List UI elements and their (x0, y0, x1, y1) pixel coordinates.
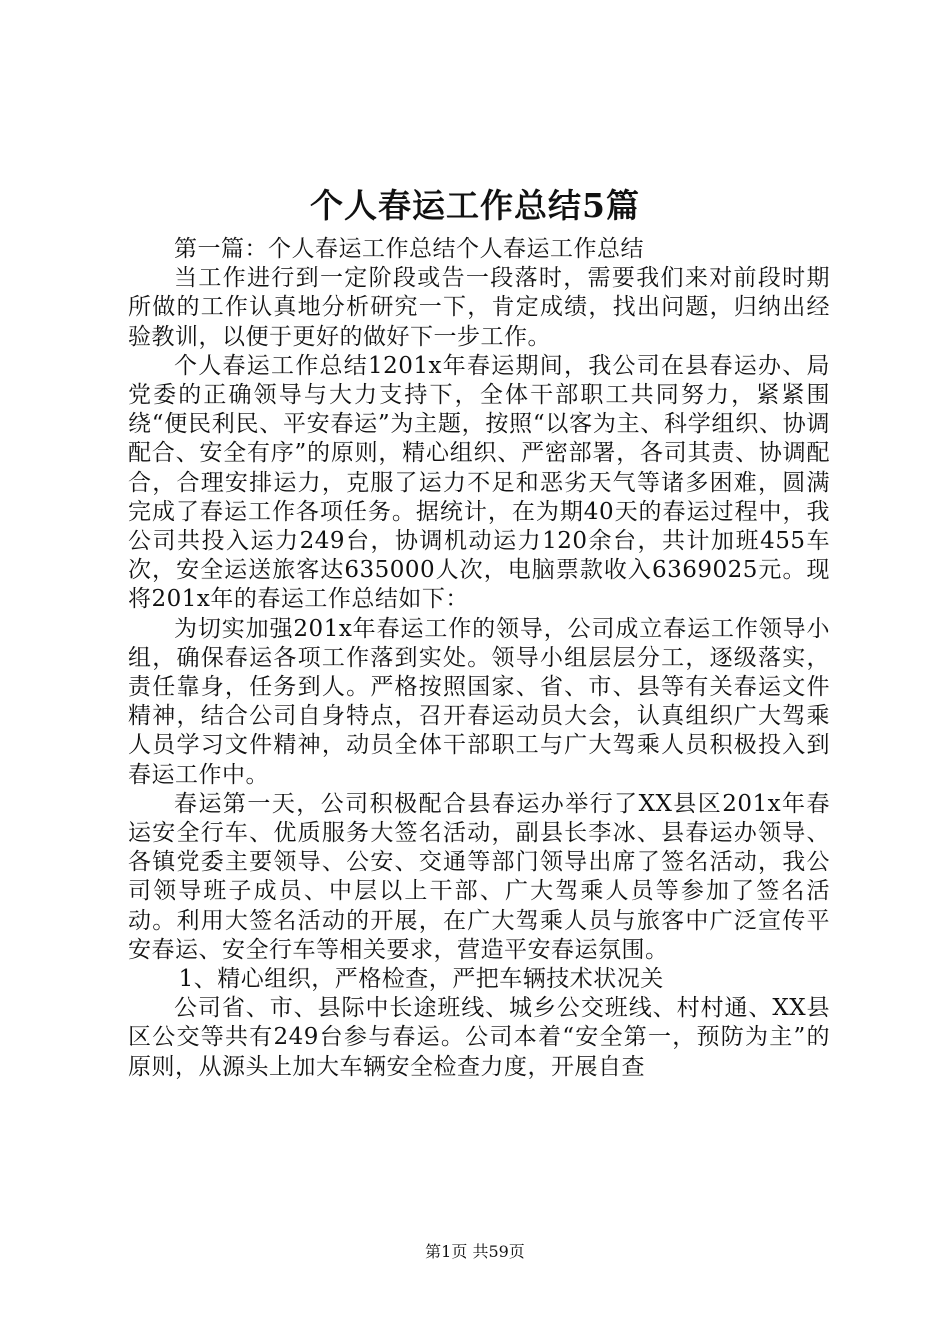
body-paragraph: 公司省、市、县际中长途班线、城乡公交班线、村村通、XX县区公交等共有249台参与春运。公司本着“安全第一，预防为主”的原则，从源头上加大车辆安全检查力度，开展自查 (128, 995, 830, 1080)
section-heading: 第一篇：个人春运工作总结个人春运工作总结 (174, 236, 644, 262)
document-body (128, 235, 830, 1082)
body-paragraph: 当工作进行到一定阶段或告一段落时，需要我们来对前段时期所做的工作认真地分析研究一下，肯定成绩，找出问题，归纳出经验教训，以便于更好的做好下一步工作。 (128, 265, 830, 350)
body-paragraph: 个人春运工作总结1201x年春运期间，我公司在县春运办、局党委的正确领导与大力支持下，全体干部职工共同努力，紧紧围绕“便民利民、平安春运”为主题，按照“以客为主、科学组织、协调配合、安全有序”的原则，精心组织、严密部署，各司其责、协调配合，合理安排运力，克服了运力不足和恶劣天气等诸多困难，圆满完成了春运工作各项任务。据统计，在为期40天的春运过程中，我公司共投入运力249台，协调机动运力120余台，共计加班455车次，安全运送旅客达635000人次，电脑票款收入6369025元。现将201x年的春运工作总结如下： (128, 352, 830, 613)
page-number-footer: 第1页 共59页 (425, 1242, 525, 1261)
body-paragraph: 为切实加强201x年春运工作的领导，公司成立春运工作领导小组，确保春运各项工作落到实处。领导小组层层分工，逐级落实，责任靠身，任务到人。严格按照国家、省、市、县等有关春运文件精神，结合公司自身特点，召开春运动员大会，认真组织广大驾乘人员学习文件精神，动员全体干部职工与广大驾乘人员积极投入到春运工作中。 (128, 615, 830, 788)
body-paragraph: 春运第一天，公司积极配合县春运办举行了XX县区201x年春运安全行车、优质服务大签名活动，副县长李冰、县春运办领导、各镇党委主要领导、公安、交通等部门领导出席了签名活动，我公司领导班子成员、中层以上干部、广大驾乘人员等参加了签名活动。利用大签名活动的开展，在广大驾乘人员与旅客中广泛宣传平安春运、安全行车等相关要求，营造平安春运氛围。 (128, 790, 830, 963)
subsection-heading: 1、精心组织，严格检查，严把车辆技术状况关 (178, 966, 664, 993)
document-title: 个人春运工作总结5篇 (310, 186, 640, 225)
